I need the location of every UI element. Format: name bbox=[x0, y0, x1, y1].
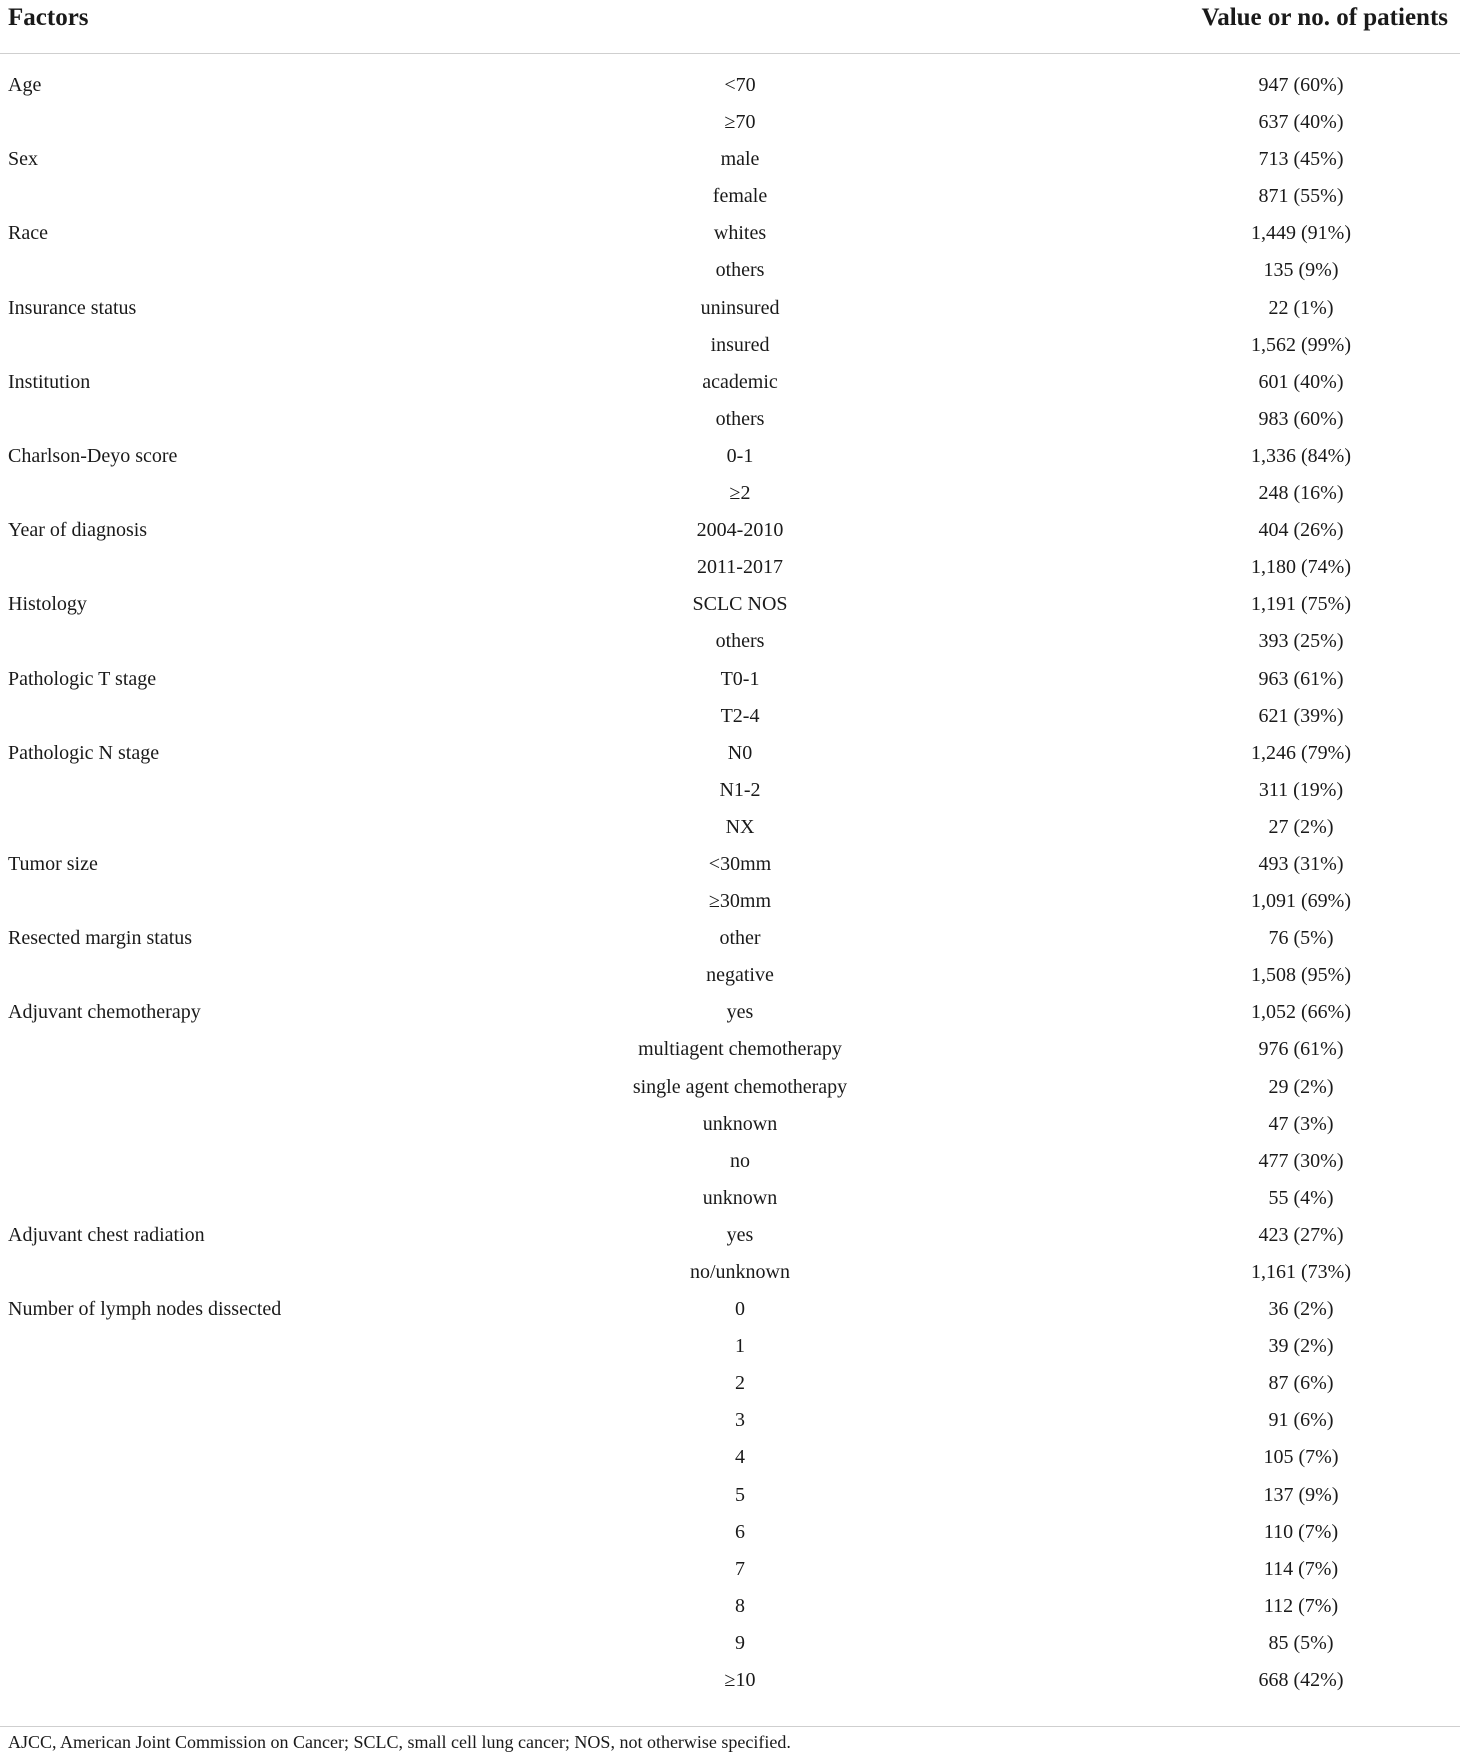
category-text: no/unknown bbox=[690, 1261, 790, 1283]
category-text: 2 bbox=[735, 1372, 745, 1395]
table-row bbox=[0, 1217, 1460, 1254]
header-rule bbox=[0, 53, 1460, 54]
value-text: 713 (45%) bbox=[1258, 148, 1344, 171]
category-text: ≥10 bbox=[724, 1669, 756, 1692]
table-row bbox=[0, 475, 1460, 512]
value-text: 39 (2%) bbox=[1268, 1335, 1334, 1358]
category-text: uninsured bbox=[700, 296, 780, 319]
factor-cell: Resected margin status bbox=[8, 927, 193, 950]
table-row bbox=[0, 809, 1460, 846]
value-text: 493 (31%) bbox=[1258, 852, 1344, 875]
category-text: <30mm bbox=[708, 852, 772, 875]
table-row bbox=[0, 1254, 1460, 1291]
factor-cell: Insurance status bbox=[8, 296, 137, 319]
factor-cell: Year of diagnosis bbox=[8, 519, 148, 542]
category-text: multiagent chemotherapy bbox=[638, 1038, 842, 1061]
category-text: male bbox=[720, 148, 760, 171]
category-text: 0-1 bbox=[726, 444, 754, 467]
table-row bbox=[0, 994, 1460, 1031]
table-row bbox=[0, 178, 1460, 215]
value-text: 47 (3%) bbox=[1268, 1112, 1334, 1135]
table-row bbox=[0, 1180, 1460, 1217]
table-row bbox=[0, 67, 1460, 104]
factor-cell: Race bbox=[8, 222, 48, 245]
table-row bbox=[0, 1662, 1460, 1699]
value-text: 477 (30%) bbox=[1258, 1149, 1344, 1172]
column-header-value: Value or no. of patients bbox=[1201, 4, 1448, 31]
table-row bbox=[0, 735, 1460, 772]
table-row bbox=[0, 920, 1460, 957]
value-text: 22 (1%) bbox=[1268, 296, 1334, 319]
table-row bbox=[0, 1439, 1460, 1476]
category-text: N1-2 bbox=[719, 778, 761, 801]
value-text: 1,191 (75%) bbox=[1251, 593, 1351, 616]
value-text: 1,336 (84%) bbox=[1251, 444, 1351, 467]
table-row bbox=[0, 846, 1460, 883]
factor-cell: Sex bbox=[8, 148, 38, 171]
value-text: 248 (16%) bbox=[1258, 482, 1344, 505]
table-row bbox=[0, 1551, 1460, 1588]
table-bottom-rule bbox=[0, 1726, 1460, 1727]
value-text: 87 (6%) bbox=[1268, 1372, 1334, 1395]
table-row bbox=[0, 1031, 1460, 1068]
table-row bbox=[0, 957, 1460, 994]
table-row bbox=[0, 1477, 1460, 1514]
value-text: 404 (26%) bbox=[1258, 519, 1344, 542]
category-text: insured bbox=[710, 333, 770, 356]
value-text: 1,246 (79%) bbox=[1251, 741, 1351, 764]
factor-cell: Adjuvant chest radiation bbox=[8, 1223, 205, 1246]
table-row bbox=[0, 438, 1460, 475]
value-text: 423 (27%) bbox=[1258, 1223, 1344, 1246]
table-body bbox=[0, 67, 1460, 1699]
category-text: 2011-2017 bbox=[697, 556, 783, 579]
category-text: N0 bbox=[727, 741, 753, 764]
category-text: T2-4 bbox=[720, 704, 760, 727]
value-text: 976 (61%) bbox=[1258, 1038, 1344, 1061]
category-text: NX bbox=[725, 815, 755, 838]
table-row bbox=[0, 327, 1460, 364]
value-text: 137 (9%) bbox=[1263, 1483, 1339, 1506]
category-text: ≥2 bbox=[729, 482, 751, 505]
category-text: 9 bbox=[735, 1631, 745, 1654]
value-text: 947 (60%) bbox=[1258, 74, 1344, 96]
value-text: 114 (7%) bbox=[1263, 1557, 1339, 1580]
table-row bbox=[0, 698, 1460, 735]
factor-cell: Age bbox=[8, 74, 42, 96]
factor-cell: Pathologic N stage bbox=[8, 741, 160, 764]
table-row bbox=[0, 1143, 1460, 1180]
category-text: 5 bbox=[735, 1483, 745, 1506]
table-row bbox=[0, 586, 1460, 623]
table-row bbox=[0, 1069, 1460, 1106]
category-text: single agent chemotherapy bbox=[632, 1075, 848, 1098]
category-text: female bbox=[712, 185, 768, 208]
value-text: 963 (61%) bbox=[1258, 667, 1344, 690]
value-text: 311 (19%) bbox=[1258, 778, 1344, 801]
category-text: <70 bbox=[724, 74, 756, 96]
value-text: 91 (6%) bbox=[1268, 1409, 1334, 1432]
category-text: others bbox=[715, 407, 765, 430]
category-text: 6 bbox=[735, 1520, 745, 1543]
category-text: unknown bbox=[702, 1112, 778, 1135]
value-text: 112 (7%) bbox=[1263, 1594, 1339, 1617]
category-text: whites bbox=[713, 222, 767, 245]
value-text: 637 (40%) bbox=[1258, 111, 1344, 134]
value-text: 27 (2%) bbox=[1268, 815, 1334, 838]
table-row bbox=[0, 549, 1460, 586]
category-text: T0-1 bbox=[720, 667, 760, 690]
value-text: 29 (2%) bbox=[1268, 1075, 1334, 1098]
value-text: 55 (4%) bbox=[1268, 1186, 1334, 1209]
factor-cell: Charlson-Deyo score bbox=[8, 444, 178, 467]
value-text: 621 (39%) bbox=[1258, 704, 1344, 727]
table-row bbox=[0, 1106, 1460, 1143]
category-text: 7 bbox=[735, 1557, 745, 1580]
category-text: unknown bbox=[702, 1186, 778, 1209]
table-row bbox=[0, 252, 1460, 289]
factor-cell: Adjuvant chemotherapy bbox=[8, 1001, 201, 1024]
table-row bbox=[0, 364, 1460, 401]
category-text: 8 bbox=[735, 1594, 745, 1617]
table-row bbox=[0, 772, 1460, 809]
category-text: academic bbox=[702, 370, 778, 393]
column-header-factors: Factors bbox=[8, 4, 89, 31]
table-footnote: AJCC, American Joint Commission on Cancer; SCLC, small cell lung cancer; NOS, not otherwise specified. bbox=[8, 1732, 791, 1752]
category-text: 4 bbox=[735, 1446, 745, 1469]
value-text: 105 (7%) bbox=[1263, 1446, 1339, 1469]
table-row bbox=[0, 512, 1460, 549]
table-header bbox=[0, 0, 1460, 54]
value-text: 1,180 (74%) bbox=[1251, 556, 1351, 579]
table-row bbox=[0, 215, 1460, 252]
table-row bbox=[0, 1625, 1460, 1662]
table-row bbox=[0, 104, 1460, 141]
value-text: 1,562 (99%) bbox=[1251, 333, 1351, 356]
table-row bbox=[0, 1291, 1460, 1328]
value-text: 1,052 (66%) bbox=[1251, 1001, 1351, 1024]
table-row bbox=[0, 1402, 1460, 1439]
table-row bbox=[0, 401, 1460, 438]
category-text: 3 bbox=[735, 1409, 745, 1432]
value-text: 983 (60%) bbox=[1258, 407, 1344, 430]
category-text: other bbox=[719, 927, 761, 950]
factor-cell: Pathologic T stage bbox=[8, 667, 157, 690]
table-row bbox=[0, 290, 1460, 327]
value-text: 36 (2%) bbox=[1268, 1298, 1334, 1321]
value-text: 668 (42%) bbox=[1258, 1669, 1344, 1692]
category-text: ≥70 bbox=[724, 111, 756, 134]
category-text: yes bbox=[726, 1223, 754, 1246]
value-text: 110 (7%) bbox=[1263, 1520, 1339, 1543]
table-row bbox=[0, 883, 1460, 920]
value-text: 85 (5%) bbox=[1268, 1631, 1334, 1654]
value-text: 76 (5%) bbox=[1268, 927, 1334, 950]
category-text: others bbox=[715, 259, 765, 282]
value-text: 135 (9%) bbox=[1263, 259, 1339, 282]
table-row bbox=[0, 1588, 1460, 1625]
category-text: others bbox=[715, 630, 765, 653]
category-text: ≥30mm bbox=[708, 890, 772, 913]
factor-cell: Histology bbox=[8, 593, 87, 616]
table-row bbox=[0, 1365, 1460, 1402]
category-text: SCLC NOS bbox=[692, 593, 788, 616]
value-text: 1,161 (73%) bbox=[1251, 1261, 1351, 1283]
category-text: negative bbox=[706, 964, 774, 987]
category-text: 1 bbox=[735, 1335, 745, 1358]
table-row bbox=[0, 1328, 1460, 1365]
table-row bbox=[0, 661, 1460, 698]
value-text: 601 (40%) bbox=[1258, 370, 1344, 393]
category-text: yes bbox=[726, 1001, 754, 1024]
factor-cell: Number of lymph nodes dissected bbox=[8, 1298, 282, 1321]
category-text: no bbox=[730, 1149, 750, 1172]
value-text: 1,449 (91%) bbox=[1251, 222, 1351, 245]
value-text: 1,091 (69%) bbox=[1251, 890, 1351, 913]
table-row bbox=[0, 141, 1460, 178]
category-text: 0 bbox=[735, 1298, 745, 1321]
table-row bbox=[0, 623, 1460, 660]
factor-cell: Institution bbox=[8, 370, 91, 393]
value-text: 1,508 (95%) bbox=[1251, 964, 1351, 987]
table-row bbox=[0, 1514, 1460, 1551]
value-text: 871 (55%) bbox=[1258, 185, 1344, 208]
value-text: 393 (25%) bbox=[1258, 630, 1344, 653]
factor-cell: Tumor size bbox=[8, 852, 98, 875]
category-text: 2004-2010 bbox=[696, 519, 784, 542]
